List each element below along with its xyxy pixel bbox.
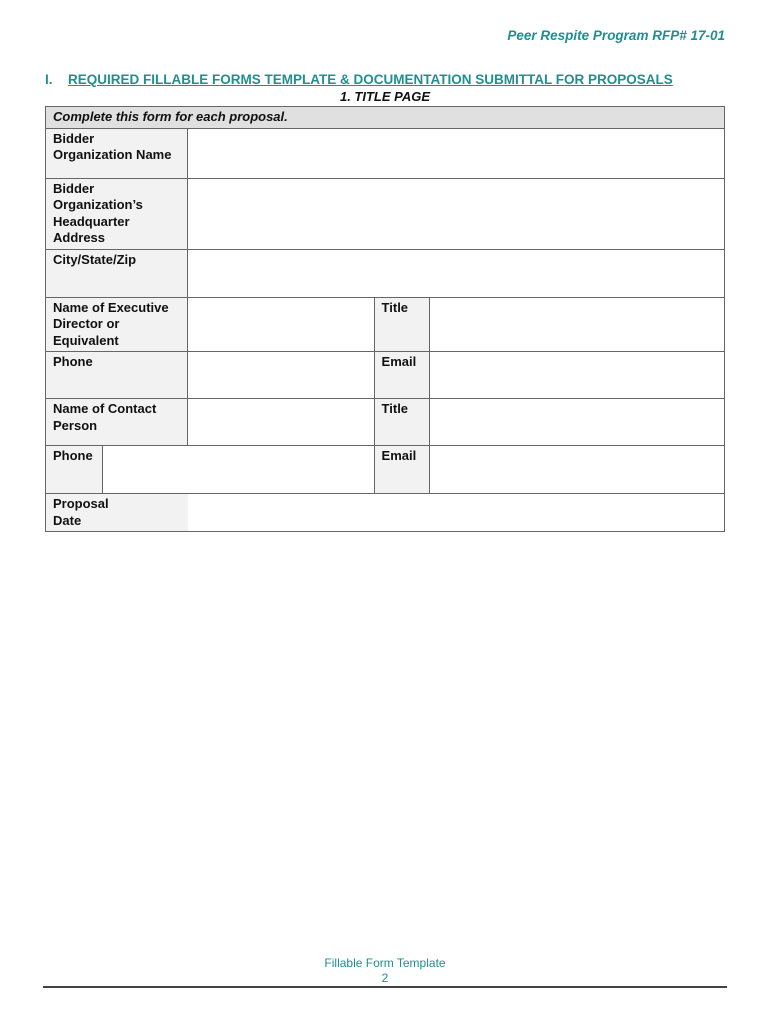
field-headquarter-address[interactable] — [187, 178, 724, 249]
label-executive-director: Name of Executive Director or Equivalent — [46, 297, 188, 352]
field-executive-director[interactable] — [187, 297, 374, 352]
section-title: REQUIRED FILLABLE FORMS TEMPLATE & DOCUMENTATION SUBMITTAL FOR PROPOSALS — [68, 72, 673, 87]
footer-divider — [43, 986, 727, 988]
label-contact-phone: Phone — [46, 446, 103, 494]
label-bidder-organization-name: Bidder Organization Name — [46, 128, 188, 178]
title-page-form — [45, 106, 725, 532]
label-proposal-date: Proposal Date — [46, 494, 188, 532]
field-executive-phone[interactable] — [187, 352, 374, 399]
field-proposal-date[interactable] — [187, 494, 724, 532]
label-executive-email: Email — [374, 352, 429, 399]
footer-label: Fillable Form Template — [324, 956, 446, 970]
document-header-program: Peer Respite Program RFP# 17-01 — [507, 28, 725, 43]
form-subtitle: 1. TITLE PAGE — [339, 89, 431, 104]
label-executive-phone: Phone — [46, 352, 188, 399]
form-instruction: Complete this form for each proposal. — [46, 107, 725, 129]
field-executive-email[interactable] — [429, 352, 724, 399]
page-footer — [45, 956, 725, 986]
field-contact-title[interactable] — [429, 399, 724, 446]
label-contact-title: Title — [374, 399, 429, 446]
label-contact-email: Email — [374, 446, 429, 494]
field-executive-title[interactable] — [429, 297, 724, 352]
section-number: I. — [45, 72, 53, 87]
field-contact-person[interactable] — [187, 399, 374, 446]
label-city-state-zip: City/State/Zip — [46, 249, 188, 297]
label-executive-title: Title — [374, 297, 429, 352]
field-contact-email[interactable] — [429, 446, 724, 494]
label-headquarter-address: Bidder Organization’s Headquarter Address — [46, 178, 188, 249]
section-heading — [45, 72, 735, 87]
label-contact-person: Name of Contact Person — [46, 399, 188, 446]
field-bidder-organization-name[interactable] — [187, 128, 724, 178]
field-contact-phone[interactable] — [102, 446, 374, 494]
field-city-state-zip[interactable] — [187, 249, 724, 297]
page-number: 2 — [381, 971, 389, 985]
